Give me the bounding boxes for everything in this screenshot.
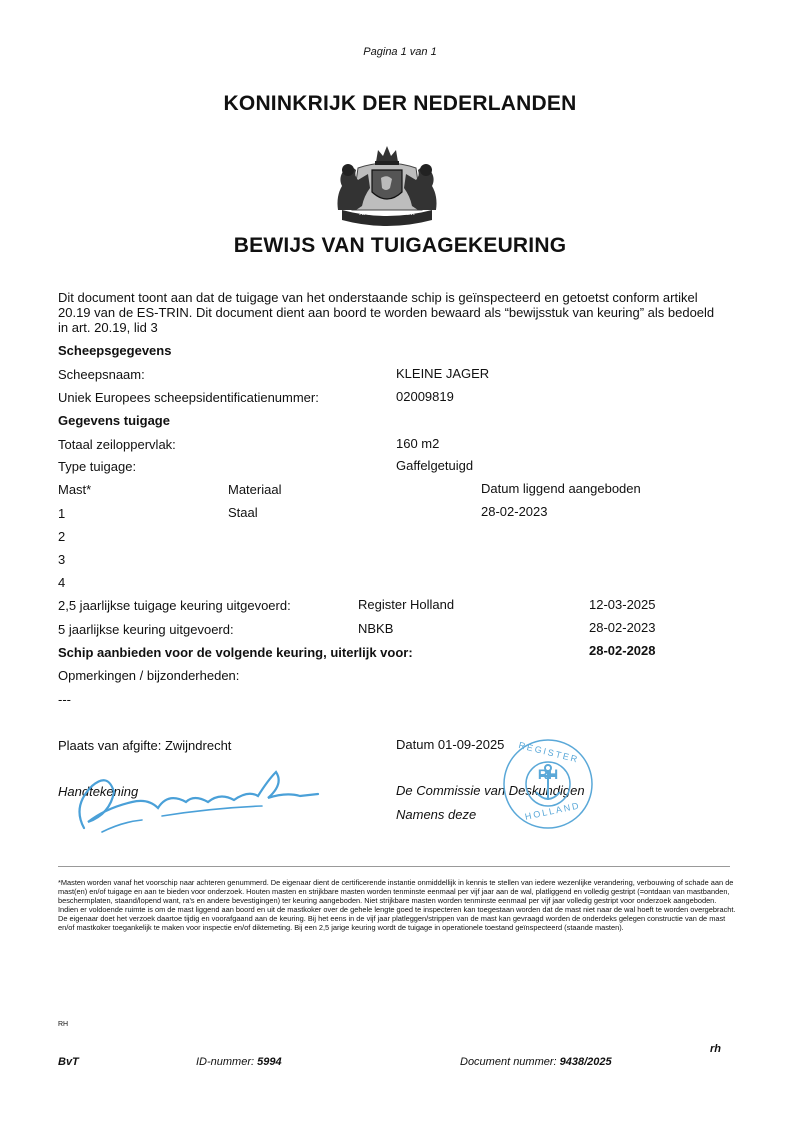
footer-initials: rh xyxy=(710,1043,721,1055)
ship-name-value: KLEINE JAGER xyxy=(396,366,490,381)
rigging-type-value: Gaffelgetuigd xyxy=(396,458,474,473)
rigging-section-title: Gegevens tuigage xyxy=(58,413,170,428)
mast-row-number: 1 xyxy=(58,506,66,521)
footer-document-number xyxy=(460,1056,612,1068)
inspection-org: NBKB xyxy=(358,621,394,636)
eni-value: 02009819 xyxy=(396,389,454,404)
document-title: BEWIJS VAN TUIGAGEKEURING xyxy=(233,234,567,257)
on-behalf-label: Namens deze xyxy=(396,807,477,822)
stamp-center: RH xyxy=(537,766,559,782)
date-header: Datum liggend aangeboden xyxy=(481,481,641,496)
stamp-text-bottom: HOLLAND xyxy=(524,800,582,822)
document-number-label: Document nummer: xyxy=(460,1056,557,1068)
intro-paragraph: Dit document toont aan dat de tuigage van het onderstaande schip is geïnspecteerd en getoetst conform artikel 20.19 van de ES-TRIN. Dit document dient aan boord te worden bewaard als “bewijsstuk van keuring” als bedoeld in art. 20.19, lid 3 xyxy=(58,290,715,335)
inspection-org: Register Holland xyxy=(358,597,455,612)
inspection-date: 28-02-2023 xyxy=(589,620,656,635)
id-label: ID-nummer: xyxy=(196,1056,255,1068)
motto: JE MAINTIENDRAI xyxy=(358,211,416,217)
ship-name-label: Scheepsnaam: xyxy=(58,367,145,382)
footnote-divider xyxy=(58,866,730,867)
footer-left: BvT xyxy=(58,1056,79,1068)
inspection-date: 12-03-2025 xyxy=(589,597,656,612)
inspection-label: 2,5 jaarlijkse tuigage keuring uitgevoerd: xyxy=(58,598,291,613)
signature-scribble xyxy=(62,762,324,842)
remarks-label: Opmerkingen / bijzonderheden: xyxy=(58,668,240,683)
mast-header: Mast* xyxy=(58,482,92,497)
commission-label: De Commissie van Deskundigen xyxy=(396,783,585,798)
mast-row-number: 3 xyxy=(58,552,66,567)
document-number-value: 9438/2025 xyxy=(559,1056,612,1068)
initials-small: RH xyxy=(58,1021,69,1028)
footnote: *Masten worden vanaf het voorschip naar achteren genummerd. De eigenaar dient de certificerende instantie onmiddellijk in kennis te stellen van iedere wezenlijke verandering, verbouwing of schade aan de mast(en) en/of tuigage en aan te bieden voor onderzoek. Houten masten en strijkbare masten worden tenminste eenmaal per vijf jaar aan de wal, platliggend en volledig gestript (=ontdaan van mastbanden, beschermplaten, staand/lopend want, ra's en andere bevestigingen) ter keuring aangeboden. Niet strijkbare masten worden tenminste eenmaal per vijf jaar volledig gestript voor onderzoek aangeboden. Indien er voldoende ruimte is om de mast liggend aan boord en uit de mastkoker over de gehele lengte goed te inspecteren kan toegestaan worden dat de mast niet naar de wal hoeft te worden overgebracht. De eigenaar doet het verzoek daartoe tijdig en voorafgaand aan de keuring. Bij het eens in de vijf jaar platleggen/strippen van de mast kan gevraagd worden de onderdeks gelegen constructie van de mast en/of mastkoker toegankelijk te maken voor inspectie en/of diktemeting. Bij een 2,5 jarige keuring wordt de tuigage in operationele toestand geïnspecteerd (staande masten). xyxy=(58,878,736,932)
rigging-type-label: Type tuigage: xyxy=(58,459,137,474)
mast-row-number: 2 xyxy=(58,529,66,544)
crown-icon xyxy=(375,146,399,165)
mast-row-material: Staal xyxy=(228,505,258,520)
next-inspection-label: Schip aanbieden voor de volgende keuring, uiterlijk voor: xyxy=(58,645,413,660)
sail-area-label: Totaal zeiloppervlak: xyxy=(58,437,176,452)
sail-area-value: 160 m2 xyxy=(396,436,440,451)
mast-row-number: 4 xyxy=(58,575,66,590)
mast-row-date: 28-02-2023 xyxy=(481,504,548,519)
issue-date: Datum 01-09-2025 xyxy=(396,737,505,752)
id-value: 5994 xyxy=(257,1056,282,1068)
footer-id xyxy=(196,1056,282,1068)
stamp-text-top: REGISTER xyxy=(517,740,581,765)
signature-label: Handtekening xyxy=(58,784,139,799)
remarks-value: --- xyxy=(58,692,71,707)
ship-section-title: Scheepsgegevens xyxy=(58,343,172,358)
material-header: Materiaal xyxy=(228,482,282,497)
eni-label: Uniek Europees scheepsidentificatienummer: xyxy=(58,390,319,405)
page-indicator: Pagina 1 van 1 xyxy=(363,46,437,58)
inspection-label: 5 jaarlijkse keuring uitgevoerd: xyxy=(58,622,234,637)
issue-place: Plaats van afgifte: Zwijndrecht xyxy=(58,738,232,753)
kingdom-heading: KONINKRIJK DER NEDERLANDEN xyxy=(223,92,577,115)
next-inspection-date: 28-02-2028 xyxy=(589,643,656,658)
